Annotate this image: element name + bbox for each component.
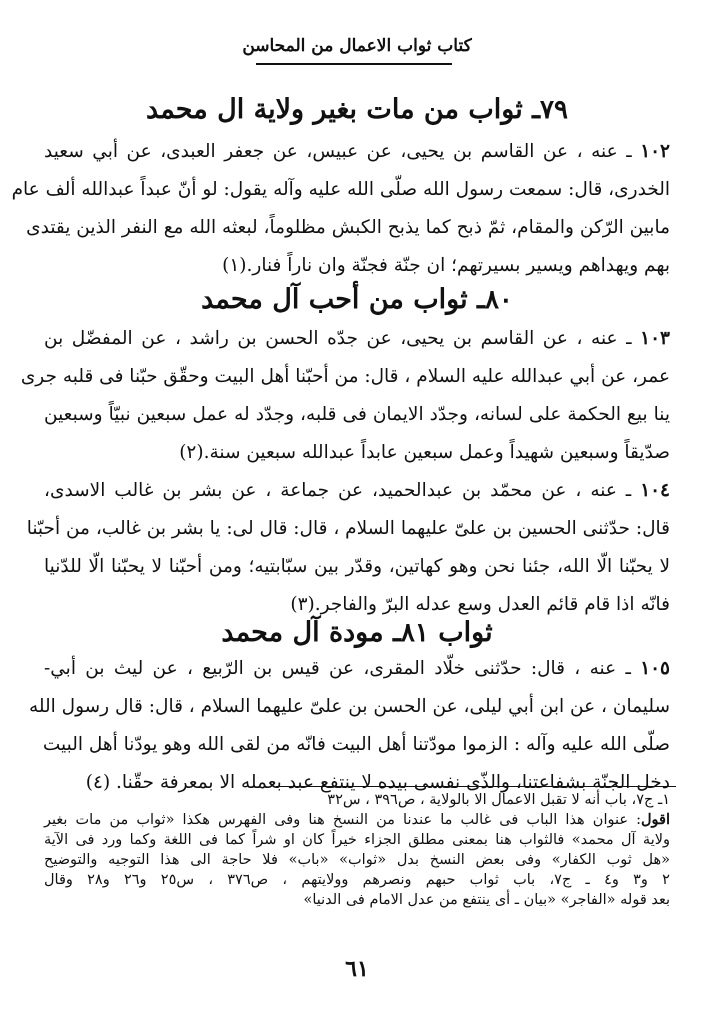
footnote-line: ٢ و٣ و٤ ـ ج٧، باب ثواب حبهم ونصرهم وولايتهم ، ص٣٧٦ ، س٢٥ و٢٦ و٢٨ وقال bbox=[44, 872, 670, 888]
paragraph-line: عمر، عن أبي عبدالله عليه السلام ، قال: من أحبّنا أهل البيت وحقّق حبّنا فى قلبه جرى bbox=[20, 366, 670, 387]
section-number: ٨٠ bbox=[484, 285, 513, 315]
footnote-line: «هل ثوب الكفار» وفى بعض النسخ بدل «ثواب» «باب» فلا حاجة الى هذا التوجيه والتوضيح bbox=[44, 852, 670, 868]
page-number: ٦١ bbox=[345, 956, 369, 982]
section-number: ٧٩ bbox=[540, 95, 568, 125]
paragraph-105 bbox=[28, 650, 670, 802]
hadith-number: ١٠٣ bbox=[640, 328, 670, 349]
paragraph-line: ١٠٢ ـ عنه ، عن القاسم بن يحيى، عن عبيس، عن جعفر العبدى، عن أبي سعيد bbox=[44, 141, 670, 162]
hadith-number: ١٠٢ bbox=[640, 141, 670, 162]
paragraph-line: ١٠٤ ـ عنه ، عن محمّد بن عبدالحميد، عن جماعة ، عن بشر بن غالب الاسدى، bbox=[44, 480, 670, 501]
section-title: ثواب من مات بغير ولاية ال محمد bbox=[146, 94, 523, 125]
paragraph-102 bbox=[11, 133, 670, 285]
paragraph-line: ١٠٣ ـ عنه ، عن القاسم بن يحيى، عن جدّه الحسن بن راشد ، عن المفضّل بن bbox=[44, 328, 670, 349]
footnote-line: ١ـ ج٧، باب أنه لا تقبل الاعمال الا بالولاية ، ص٣٩٦ ، س٣٢ bbox=[327, 792, 670, 808]
paragraph-line: ١٠٥ ـ عنه ، قال: حدّثنى خلّاد المقرى، عن قيس بن الرّبيع ، عن ليث بن أبي- bbox=[44, 658, 670, 679]
section-heading-79: ٧٩ـ ثواب من مات بغير ولاية ال محمد bbox=[146, 94, 568, 125]
paragraph-line: مابين الرّكن والمقام، ثمّ ذبح كما يذبح الكبش مظلوماً، لبعثه الله مع النفر الذين يقتدى bbox=[26, 217, 670, 238]
section-heading-81: ثواب ٨١ـ مودة آل محمد bbox=[221, 617, 493, 648]
paragraph-line: قال: حدّثنى الحسين بن علىّ عليهما السلام ، قال: قال لى: يا بشر بن غالب، من أحبّنا bbox=[26, 518, 670, 539]
footnotes bbox=[44, 790, 670, 910]
paragraph-line: صدّيقاً وسبعين شهيداً وعمل سبعين عابداً عبدالله سبعين سنة.(٢) bbox=[179, 442, 670, 463]
footnote-label: اقول bbox=[641, 811, 670, 828]
paragraph-line: بهم ويهداهم ويسير بسيرتهم؛ ان جنّة فجنّة وان ناراً فنار.(١) bbox=[222, 255, 670, 276]
section-title-start: ثواب bbox=[438, 617, 493, 648]
paragraph-103 bbox=[20, 320, 670, 472]
paragraph-line: لا يحبّنا الّا الله، جئنا نحن وهو كهاتين، وقدّر بين سبّابتيه؛ ومن أحبّنا لا يحبّنا الّا للدّنيا bbox=[44, 556, 670, 577]
running-head-rule bbox=[256, 63, 452, 65]
paragraph-line: الخدرى، قال: سمعت رسول الله صلّى الله عليه وآله يقول: لو أنّ عبداً عبدالله ألف عام bbox=[11, 179, 670, 200]
paragraph-line: سليمان ، عن ابن أبي ليلى، عن الحسن بن علىّ عليهما السلام ، قال: قال رسول الله bbox=[28, 696, 670, 717]
hadith-number: ١٠٥ bbox=[640, 658, 670, 679]
section-number: ٨١ bbox=[400, 618, 429, 648]
running-head: كتاب ثواب الاعمال من المحاسن bbox=[242, 36, 472, 56]
section-heading-80: ٨٠ـ ثواب من أحب آل محمد bbox=[201, 284, 513, 315]
paragraph-line: ينا بيع الحكمة على لسانه، وجدّد الايمان فى قلبه، وجدّد له عمل سبعين نبيّاً وسبعين bbox=[44, 404, 670, 425]
footnote-line: بعد قوله «الفاجر» «بيان ـ أى ينتفع من عدل الامام فى الدنيا» bbox=[303, 892, 670, 908]
footnote-rule bbox=[276, 786, 676, 787]
paragraph-line: صلّى الله عليه وآله : الزموا مودّتنا أهل البيت فانّه من لقى الله وهو يودّنا أهل البيت bbox=[42, 734, 670, 755]
section-title-end: مودة آل محمد bbox=[221, 617, 384, 648]
paragraph-104 bbox=[26, 472, 670, 624]
hadith-number: ١٠٤ bbox=[640, 480, 670, 501]
footnote-line: ولاية آل محمد» فالثواب هنا بمعنى مطلق الجزاء خيراً كان او شراً كما فى اللغة وكما ورد فى الآية bbox=[44, 832, 670, 848]
paragraph-line: فانّه اذا قام قائم العدل وسع عدله البرّ والفاجر.(٣) bbox=[290, 594, 670, 615]
footnote-line: اقول: عنوان هذا الباب فى غالب ما عندنا من النسخ هنا وفى الفهرس هكذا «ثواب من مات بغير bbox=[44, 811, 670, 828]
paragraph-line: دخل الجنّة بشفاعتنا، والذّى نفسى بيده لا ينتفع عبد بعمله الا بمعرفة حقّنا. (٤) bbox=[85, 772, 670, 793]
section-title: ثواب من أحب آل محمد bbox=[201, 284, 468, 315]
